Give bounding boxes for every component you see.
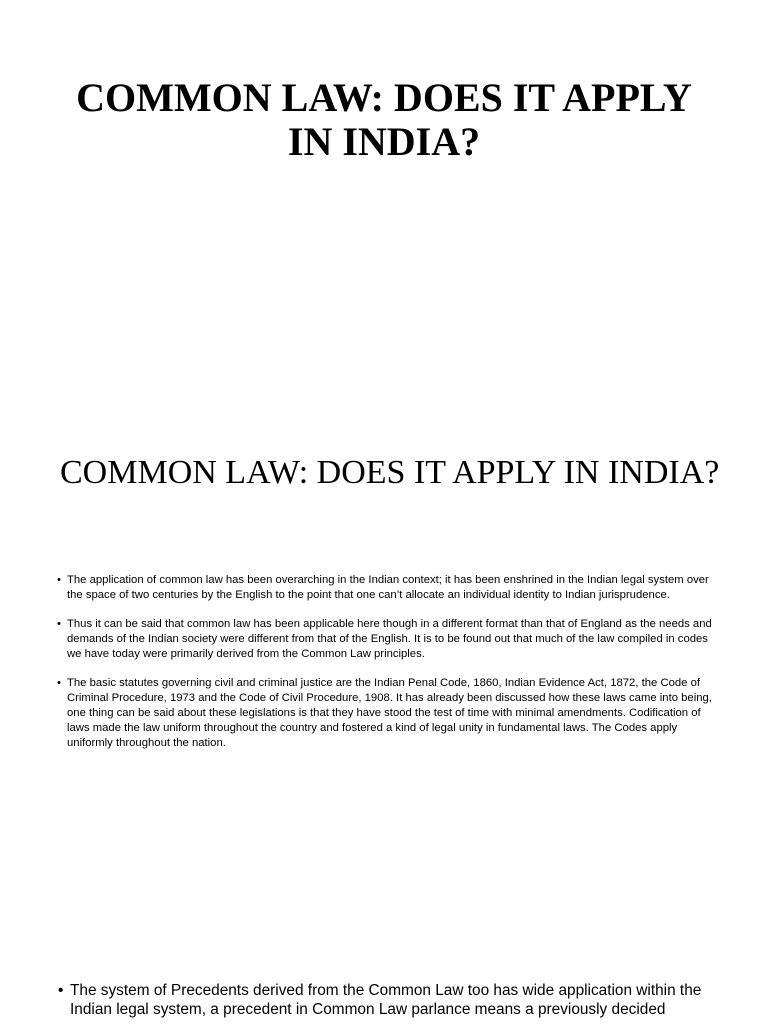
slide-2-title: COMMON LAW: DOES IT APPLY IN INDIA? [60,454,720,491]
bullet-item [56,676,716,751]
bullet-dot-icon: • [57,574,61,586]
bullet-list [58,981,728,1019]
slide-content-partial [0,864,768,1024]
bullet-dot-icon: • [57,618,61,630]
bullet-dot-icon: • [57,677,61,689]
bullet-item [56,617,716,662]
slide-title [0,0,768,432]
bullet-text: The application of common law has been overarching in the Indian context; it has been enshrined in the Indian legal system over the space of two centuries by the English to the point that one can’t allocate an individual identity to Indian jurisprudence. [67,574,709,601]
bullet-text: Thus it can be said that common law has been applicable here though in a different format than that of England as the needs and demands of the Indian society were different from that of the English. It is to be found out that much of the law compiled in codes we have today were primarily derived from the Common Law principles. [67,618,712,660]
bullet-text: The basic statutes governing civil and criminal justice are the Indian Penal Code, 1860, Indian Evidence Act, 1872, the Code of Criminal Procedure, 1973 and the Code of Civil Procedure, 1908. It has already been discussed how these laws came into being, one thing can be said about these legislations is that they have stood the test of time with minimal amendments. Codification of laws made the law uniform throughout the country and fostered a kind of legal unity in fundamental laws. The Codes apply uniformly throughout the nation. [67,677,712,749]
slide-1-title: COMMON LAW: DOES IT APPLY IN INDIA? [76,75,692,164]
slide-content [0,432,768,864]
bullet-item [58,981,728,1019]
bullet-text: The system of Precedents derived from the Common Law too has wide application within the Indian legal system, a precedent in Common Law parlance means a previously decided [70,982,702,1018]
bullet-dot-icon: • [58,982,64,999]
bullet-item [56,573,716,603]
bullet-list [56,573,716,765]
